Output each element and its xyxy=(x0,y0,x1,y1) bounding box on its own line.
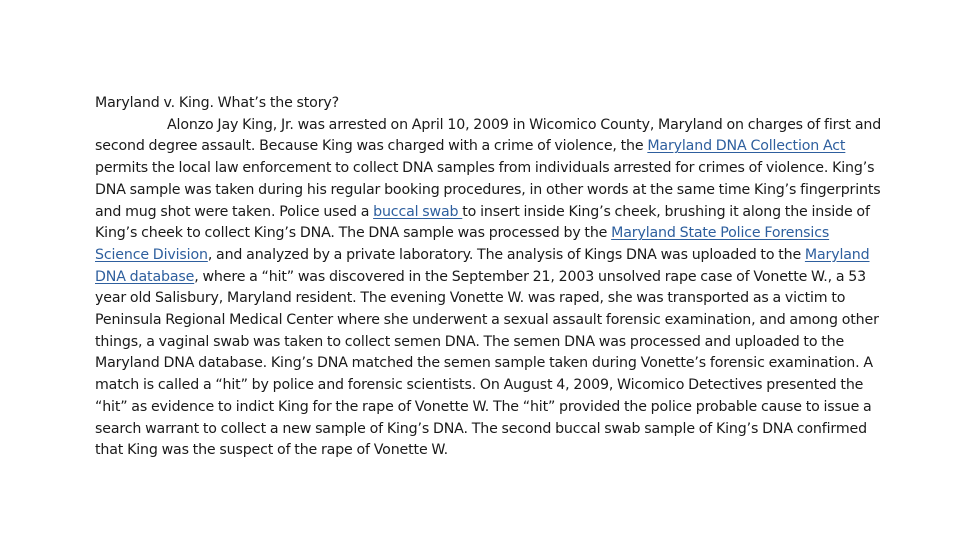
maryland-dna-database-link[interactable]: Maryland DNA database xyxy=(95,246,870,285)
text-segment: permits the local law enforcement to collect DNA samples from individuals arrested for crimes of violence. King’s DNA sample was taken during his regular booking procedures, in other words at the same time King’s fingerprints and mug shot were taken. Police used a xyxy=(95,160,881,220)
buccal-swab-link[interactable]: buccal swab xyxy=(373,203,463,220)
maryland-dna-collection-act-link[interactable]: Maryland DNA Collection Act xyxy=(647,138,846,155)
body-text xyxy=(95,93,885,462)
text-segment: to insert inside King’s cheek, brushing it along the inside of King’s cheek to collect King’s DNA. The DNA sample was processed by the xyxy=(95,203,870,242)
heading: Maryland v. King. What’s the story? xyxy=(95,95,340,111)
text-segment: , and analyzed by a private laboratory. The analysis of Kings DNA was uploaded to the xyxy=(207,246,805,263)
paragraph xyxy=(95,115,885,462)
text-segment: , where a “hit” was discovered in the September 21, 2003 unsolved rape case of Vonette W., a 53 year old Salisbury, Maryland resident. The evening Vonette W. was raped, she was transported as a victim to Peninsula Regional Medical Center where she underwent a sexual assault forensic examination, and among other things, a vaginal swab was taken to collect semen DNA. The semen DNA was processed and uploaded to the Maryland DNA database. King’s DNA matched the semen sample taken during Vonette’s forensic examination. A match is called a “hit” by police and forensic scientists. On August 4, 2009, Wicomico Detectives presented the “hit” as evidence to indict King for the rape of Vonette W. The “hit” provided the police probable cause to issue a search warrant to collect a new sample of King’s DNA. The second buccal swab sample of King’s DNA confirmed that King was the suspect of the rape of Vonette W. xyxy=(95,268,879,459)
maryland-state-police-forensics-link[interactable]: Maryland State Police Forensics Science Division xyxy=(95,225,830,263)
text-segment: Alonzo Jay King, Jr. was arrested on April 10, 2009 in Wicomico County, Maryland on charges of first and second degree assault. Because King was charged with a crime of violence, the xyxy=(95,116,882,155)
